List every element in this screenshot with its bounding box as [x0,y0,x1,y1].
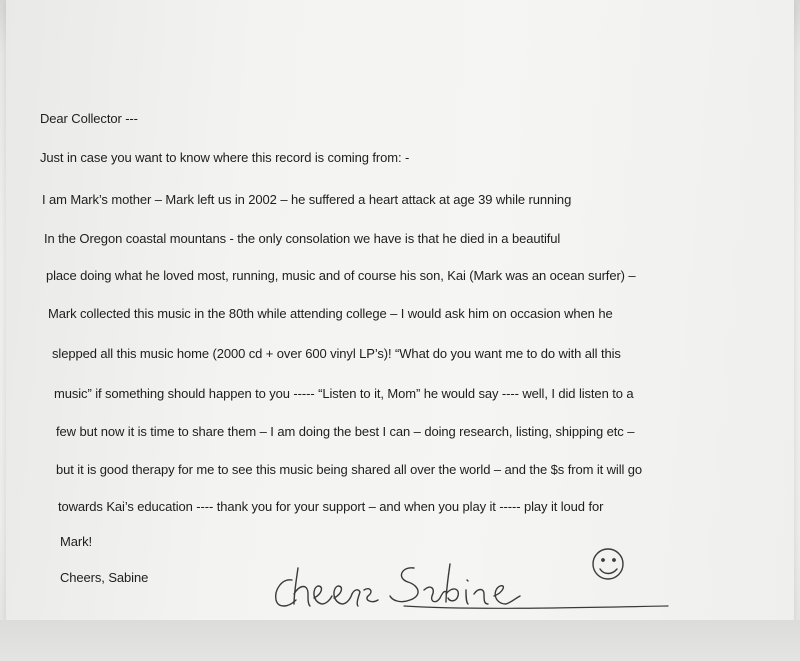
letter-line-1: Just in case you want to know where this record is coming from: - [40,150,410,165]
letter-line-7: music” if something should happen to you ----- “Listen to it, Mom” he would say ---- well, I did listen to a [54,386,634,401]
letter-closing: Cheers, Sabine [60,570,149,585]
letter-line-3: In the Oregon coastal mountans - the only consolation we have is that he died in a beautiful [44,231,561,246]
table-surface [0,620,800,661]
letter-line-2: I am Mark’s mother – Mark left us in 2002 – he suffered a heart attack at age 39 while running [42,192,572,207]
letter-line-10: towards Kai’s education ---- thank you for your support – and when you play it ----- play it loud for [58,499,604,514]
handwritten-signature [264,538,684,618]
letter-line-8: few but now it is time to share them – I am doing the best I can – doing research, listing, shipping etc – [56,424,635,439]
letter-paper [6,0,794,620]
letter-line-5: Mark collected this music in the 80th while attending college – I would ask him on occasion when he [48,306,613,321]
letter-line-4: place doing what he loved most, running, music and of course his son, Kai (Mark was an ocean surfer) – [46,268,636,283]
letter-greeting: Dear Collector --- [40,111,138,126]
letter-line-6: slepped all this music home (2000 cd + over 600 vinyl LP’s)! “What do you want me to do with all this [52,346,621,361]
letter-line-11: Mark! [60,534,93,549]
letter-line-9: but it is good therapy for me to see this music being shared all over the world – and the $s from it will go [56,462,643,477]
